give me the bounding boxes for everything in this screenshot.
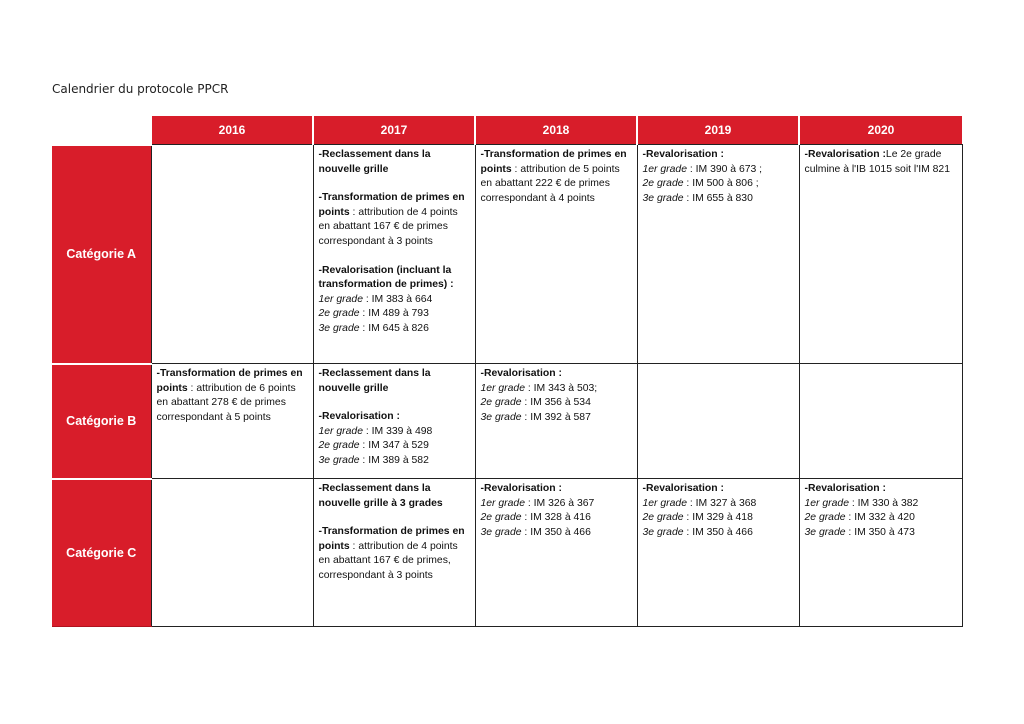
grade-line xyxy=(481,526,633,541)
measure-text xyxy=(643,482,795,497)
grade-line xyxy=(319,307,471,322)
grade-range: : IM 350 à 473 xyxy=(845,526,915,538)
grade-line xyxy=(319,425,471,440)
grade-label: 1er grade xyxy=(318,293,363,305)
grade-range: : IM 390 à 673 ; xyxy=(686,163,763,175)
category-row xyxy=(52,364,962,479)
measure-block xyxy=(319,264,471,337)
measure-heading: -Transformation de primes en points xyxy=(156,368,303,394)
grade-line xyxy=(805,526,958,541)
measure-block xyxy=(643,148,795,206)
grade-range: : IM 330 à 382 xyxy=(848,497,919,509)
grade-line xyxy=(643,526,795,541)
grade-line xyxy=(319,322,471,337)
category-row xyxy=(52,479,962,627)
grade-line xyxy=(481,411,633,426)
measure-text xyxy=(805,148,958,177)
category-label: Catégorie B xyxy=(52,364,151,479)
grade-line xyxy=(319,293,471,308)
grade-label: 1er grade xyxy=(318,425,363,437)
grade-label: 2e grade xyxy=(318,440,360,452)
grade-line xyxy=(805,511,958,526)
category-row xyxy=(52,145,962,364)
year-header-row xyxy=(52,116,962,145)
category-label: Catégorie C xyxy=(52,479,151,627)
measure-heading: -Reclassement dans la nouvelle grille xyxy=(318,149,431,175)
grade-line xyxy=(643,177,795,192)
category-label: Catégorie A xyxy=(52,145,151,364)
grade-line xyxy=(643,511,795,526)
grade-range: : IM 655 à 830 xyxy=(683,192,753,204)
measure-detail: : attribution de 4 points en abattant 167 € de primes, correspondant à 3 points xyxy=(318,540,458,581)
year-header: 2018 xyxy=(475,116,637,145)
grade-line xyxy=(643,163,795,178)
measure-text xyxy=(319,191,471,249)
grade-range: : IM 328 à 416 xyxy=(521,512,591,524)
grade-label: 3e grade xyxy=(642,526,684,538)
measure-block xyxy=(319,191,471,249)
measure-text xyxy=(481,482,633,497)
measure-detail: : attribution de 5 points en abattant 222 € de primes correspondant à 4 points xyxy=(480,163,620,204)
schedule-cell xyxy=(799,145,962,364)
measure-heading: -Transformation de primes en points xyxy=(318,526,465,552)
measure-heading: -Reclassement dans la nouvelle grille xyxy=(318,368,431,394)
grade-label: 2e grade xyxy=(480,512,522,524)
measure-detail: : attribution de 6 points en abattant 278 € de primes correspondant à 5 points xyxy=(156,382,296,423)
grade-label: 3e grade xyxy=(642,192,684,204)
measure-text xyxy=(319,367,471,396)
measure-text xyxy=(319,525,471,583)
schedule-cell xyxy=(151,145,313,364)
schedule-cell xyxy=(799,364,962,479)
grade-range: : IM 343 à 503; xyxy=(524,382,598,394)
grade-line xyxy=(319,454,471,469)
grade-label: 1er grade xyxy=(480,497,525,509)
grade-range: : IM 383 à 664 xyxy=(362,293,433,305)
page-title: Calendrier du protocole PPCR xyxy=(52,82,229,96)
grade-range: : IM 500 à 806 ; xyxy=(683,178,759,190)
grade-label: 2e grade xyxy=(804,512,846,524)
measure-heading: -Transformation de primes en points xyxy=(480,149,627,175)
year-header: 2017 xyxy=(313,116,475,145)
measure-heading: -Transformation de primes en points xyxy=(318,192,465,218)
measure-text xyxy=(157,367,309,425)
grade-range: : IM 350 à 466 xyxy=(521,526,591,538)
schedule-cell xyxy=(475,145,637,364)
grade-label: 2e grade xyxy=(642,178,684,190)
grade-label: 2e grade xyxy=(318,308,360,320)
grade-range: : IM 356 à 534 xyxy=(521,397,591,409)
measure-block xyxy=(481,148,633,206)
grade-range: : IM 347 à 529 xyxy=(359,440,429,452)
measure-text xyxy=(481,148,633,206)
grade-label: 3e grade xyxy=(804,526,846,538)
grade-range: : IM 339 à 498 xyxy=(362,425,433,437)
grade-line xyxy=(643,192,795,207)
schedule-cell xyxy=(313,364,475,479)
grade-range: : IM 327 à 368 xyxy=(686,497,757,509)
measure-detail: : attribution de 4 points en abattant 167 € de primes correspondant à 3 points xyxy=(318,206,458,247)
measure-heading: -Revalorisation : xyxy=(480,483,562,494)
measure-text xyxy=(319,482,471,511)
measure-heading: -Reclassement dans la nouvelle grille à 3 grades xyxy=(318,483,443,509)
grade-label: 1er grade xyxy=(804,497,849,509)
grade-label: 3e grade xyxy=(480,411,522,423)
grade-range: : IM 326 à 367 xyxy=(524,497,595,509)
schedule-cell xyxy=(151,364,313,479)
measure-heading: -Revalorisation : xyxy=(804,149,886,160)
grade-label: 3e grade xyxy=(318,322,360,334)
grade-line xyxy=(805,497,958,512)
header-corner xyxy=(52,116,151,145)
grade-label: 1er grade xyxy=(642,163,687,175)
measure-block xyxy=(643,482,795,540)
grade-line xyxy=(643,497,795,512)
measure-text xyxy=(805,482,958,497)
measure-block xyxy=(481,482,633,540)
measure-text xyxy=(319,264,471,293)
grade-range: : IM 489 à 793 xyxy=(359,308,429,320)
grade-line xyxy=(481,382,633,397)
measure-block xyxy=(319,482,471,511)
schedule-cell xyxy=(475,364,637,479)
schedule-cell xyxy=(313,479,475,627)
schedule-cell xyxy=(151,479,313,627)
year-header: 2020 xyxy=(799,116,962,145)
grade-range: : IM 389 à 582 xyxy=(359,454,429,466)
schedule-cell xyxy=(637,145,799,364)
grade-range: : IM 332 à 420 xyxy=(845,512,915,524)
measure-block xyxy=(481,367,633,425)
schedule-cell xyxy=(475,479,637,627)
year-header: 2019 xyxy=(637,116,799,145)
grade-label: 2e grade xyxy=(480,397,522,409)
measure-detail: Le 2e grade culmine à l'IB 1015 soit l'IM 821 xyxy=(804,149,950,175)
measure-block xyxy=(805,148,958,177)
measure-block xyxy=(157,367,309,425)
ppcr-calendar-table xyxy=(52,116,963,627)
grade-label: 3e grade xyxy=(318,454,360,466)
schedule-cell xyxy=(637,364,799,479)
grade-label: 1er grade xyxy=(642,497,687,509)
grade-label: 2e grade xyxy=(642,512,684,524)
measure-heading: -Revalorisation : xyxy=(804,483,886,494)
measure-heading: -Revalorisation : xyxy=(318,411,400,423)
measure-block xyxy=(319,410,471,468)
grade-range: : IM 645 à 826 xyxy=(359,322,429,334)
grade-label: 1er grade xyxy=(480,382,525,394)
measure-heading: -Revalorisation (incluant la transformation de primes) : xyxy=(318,264,454,291)
measure-block xyxy=(805,482,958,540)
measure-text xyxy=(643,148,795,163)
measure-block xyxy=(319,148,471,177)
measure-text xyxy=(319,148,471,177)
grade-line xyxy=(319,439,471,454)
measure-heading: -Revalorisation : xyxy=(642,149,724,160)
schedule-cell xyxy=(799,479,962,627)
measure-heading: -Revalorisation : xyxy=(480,368,562,379)
year-header: 2016 xyxy=(151,116,313,145)
measure-text xyxy=(319,410,471,425)
grade-line xyxy=(481,396,633,411)
grade-line xyxy=(481,497,633,512)
schedule-cell xyxy=(637,479,799,627)
measure-block xyxy=(319,367,471,396)
grade-line xyxy=(481,511,633,526)
schedule-cell xyxy=(313,145,475,364)
grade-range: : IM 392 à 587 xyxy=(521,411,591,423)
grade-range: : IM 350 à 466 xyxy=(683,526,753,538)
grade-range: : IM 329 à 418 xyxy=(683,512,753,524)
grade-label: 3e grade xyxy=(480,526,522,538)
measure-heading: -Revalorisation : xyxy=(642,483,724,494)
measure-text xyxy=(481,367,633,382)
measure-block xyxy=(319,525,471,583)
